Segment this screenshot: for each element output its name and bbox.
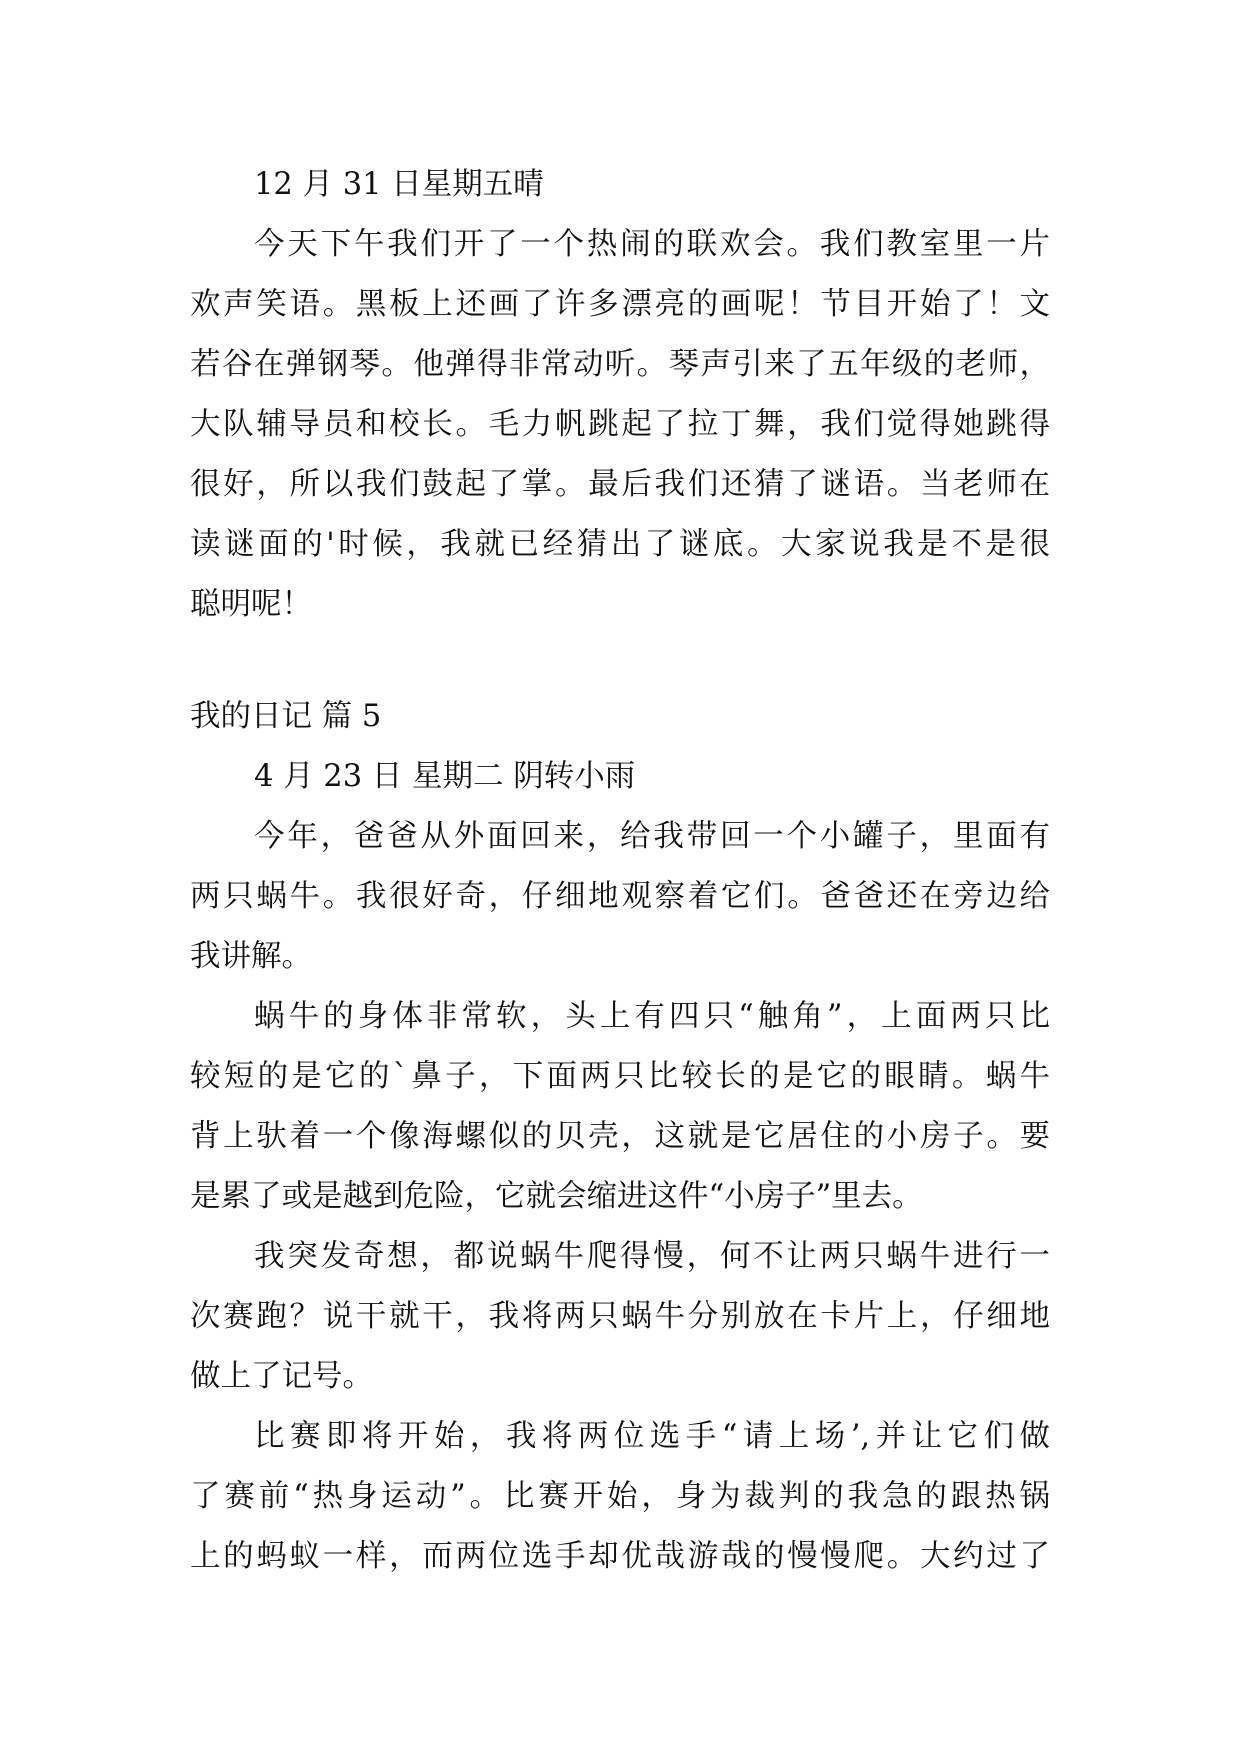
- paragraph-line: 较短的是它的`鼻子，下面两只比较长的是它的眼睛。蜗牛: [190, 1059, 1050, 1094]
- paragraph-line: 聪明呢！: [190, 587, 312, 622]
- paragraph-line: 今年，爸爸从外面回来，给我带回一个小罐子，里面有: [254, 819, 1050, 854]
- paragraph-line: 我突发奇想，都说蜗牛爬得慢，何不让两只蜗牛进行一: [254, 1239, 1050, 1274]
- paragraph-line: 若谷在弹钢琴。他弹得非常动听。琴声引来了五年级的老师，: [190, 347, 1050, 382]
- section-heading: 我的日记 篇 5: [190, 699, 382, 734]
- paragraph-line: 了赛前“热身运动”。比赛开始，身为裁判的我急的跟热锅: [190, 1479, 1050, 1514]
- paragraph-line: 比赛即将开始，我将两位选手“请上场’,并让它们做: [254, 1419, 1050, 1454]
- paragraph-line: 是累了或是越到危险，它就会缩进这件“小房子”里去。: [190, 1179, 923, 1214]
- paragraph-line: 欢声笑语。黑板上还画了许多漂亮的画呢！节目开始了！文: [190, 287, 1050, 322]
- entry-date-line: 4 月 23 日 星期二 阴转小雨: [254, 759, 636, 794]
- paragraph-line: 很好，所以我们鼓起了掌。最后我们还猜了谜语。当老师在: [190, 467, 1050, 502]
- paragraph-line: 背上驮着一个像海螺似的贝壳，这就是它居住的小房子。要: [190, 1119, 1050, 1154]
- paragraph-line: 蜗牛的身体非常软，头上有四只“触角”，上面两只比: [254, 999, 1050, 1034]
- paragraph-line: 今天下午我们开了一个热闹的联欢会。我们教室里一片: [254, 227, 1050, 262]
- paragraph-line: 我讲解。: [190, 939, 312, 974]
- paragraph-line: 做上了记号。: [190, 1359, 373, 1394]
- paragraph-line: 上的蚂蚁一样，而两位选手却优哉游哉的慢慢爬。大约过了: [190, 1539, 1050, 1574]
- entry-date-line: 12 月 31 日星期五晴: [254, 167, 544, 202]
- paragraph-line: 读谜面的'时候，我就已经猜出了谜底。大家说我是不是很: [190, 527, 1050, 562]
- paragraph-line: 次赛跑？说干就干，我将两只蜗牛分别放在卡片上，仔细地: [190, 1299, 1050, 1334]
- paragraph-line: 两只蜗牛。我很好奇，仔细地观察着它们。爸爸还在旁边给: [190, 879, 1050, 914]
- paragraph-line: 大队辅导员和校长。毛力帆跳起了拉丁舞，我们觉得她跳得: [190, 407, 1050, 442]
